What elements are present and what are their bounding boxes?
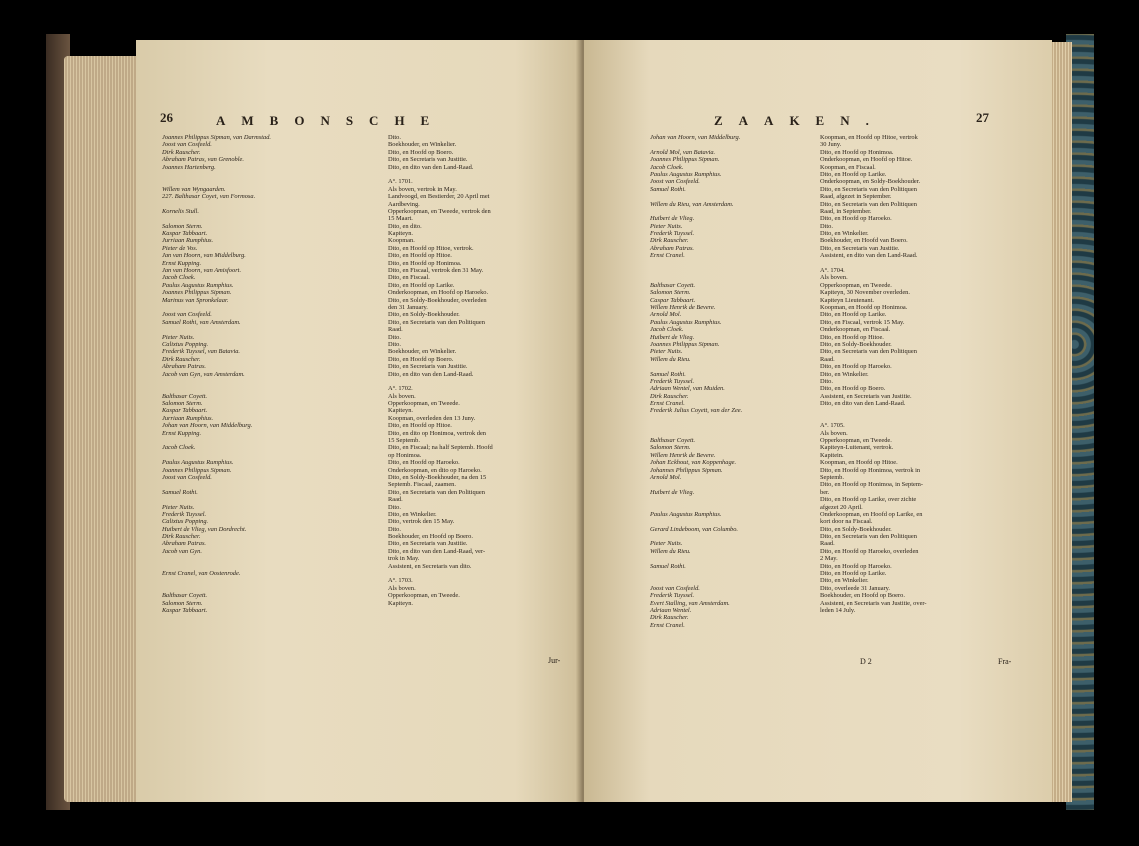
left-name-line: Huibert de Vlieg, van Dordrecht.: [162, 525, 247, 533]
right-name-line: [650, 422, 742, 429]
right-name-line: Dirk Rauscher.: [650, 237, 689, 245]
left-role-line: den 31 January.: [388, 303, 428, 311]
left-role-line: Opperkoopman, en Tweede.: [388, 400, 460, 408]
right-role-line: Dito, en Winkelier.: [820, 577, 869, 585]
left-name-line: Dirk Rauscher.: [162, 533, 201, 541]
right-name-line: Joannes Philippus Sipman.: [650, 156, 720, 164]
right-name-line: Caspar Tabbaart.: [650, 296, 696, 304]
left-role-line: Dito, en Secretaris van Justitie.: [388, 363, 468, 371]
right-name-line: Dirk Rauscher.: [650, 614, 689, 622]
left-page-number: 26: [160, 110, 173, 125]
right-role-line: Dito, en Winkelier.: [820, 370, 869, 378]
right-role-line: [820, 415, 927, 422]
right-name-line: [650, 208, 742, 215]
right-name-line: Ernst Cranel.: [650, 621, 685, 629]
right-name-line: Samuel Rothi.: [650, 185, 686, 193]
left-name-line: Jan van Hoorn, van Amisfoort.: [162, 267, 242, 275]
left-page: [136, 40, 582, 802]
right-name-line: [650, 430, 742, 437]
left-name-line: [162, 304, 271, 311]
right-name-line: [650, 415, 742, 422]
right-name-line: Joannes Philippus Sipman.: [650, 340, 720, 348]
left-role-line: Dito.: [388, 340, 401, 348]
left-role-line: Dito, en Hoofd op Larike.: [388, 281, 455, 289]
left-name-line: [162, 437, 271, 444]
left-name-line: [162, 171, 271, 178]
left-name-line: Calixtus Popping.: [162, 340, 209, 348]
left-role-line: Dito, en Winkelier.: [388, 510, 437, 518]
left-role-line: Dito, en dito van den Land-Raad.: [388, 163, 474, 171]
left-name-line: [162, 563, 271, 570]
left-name-line: Jurriaan Rumphius.: [162, 414, 214, 422]
right-name-line: Paulus Augustus Rumphius.: [650, 510, 722, 518]
right-page: [584, 40, 1052, 802]
right-role-line: Dito, overleede 31 January.: [820, 584, 891, 592]
right-role-line: Dito, en Secretaris van den Politiquen: [820, 200, 917, 208]
left-name-line: Ernst Kupping.: [162, 259, 202, 267]
right-role-line: A°. 1705.: [820, 422, 845, 430]
right-page-header: ZAAKEN.: [714, 113, 885, 128]
right-role-line: Boekhouder, en Hoofd op Boero.: [820, 592, 905, 600]
left-role-line: Dito, en Hoofd op Hitoe, vertrok.: [388, 244, 474, 252]
left-role-line: Dito, en Hoofd op Haroeko.: [388, 459, 460, 467]
right-name-line: Willem du Rieu.: [650, 547, 691, 555]
left-role-line: Dito, en Secretaris van Justitie.: [388, 540, 468, 548]
left-role-line: Dito, en Secretaris van Justitie.: [388, 156, 468, 164]
left-role-line: A°. 1702.: [388, 385, 413, 393]
left-role-line: A°. 1703.: [388, 577, 413, 585]
right-role-line: Als boven.: [820, 429, 848, 437]
right-role-line: Raad, in September.: [820, 207, 872, 215]
left-name-line: Balthasar Coyett.: [162, 592, 208, 600]
left-name-line: Calixtus Popping.: [162, 518, 209, 526]
right-name-line: Pieter Nuits.: [650, 348, 683, 356]
left-name-line: Dirk Rauscher.: [162, 355, 201, 363]
right-role-line: Opperkoopman, en Tweede.: [820, 437, 892, 445]
left-name-line: Jacob Cloek.: [162, 274, 196, 282]
right-role-line: Dito, en Hoofd op Honimoa, vertrok in: [820, 466, 921, 474]
right-name-line: Willem Henrik de Bevere.: [650, 303, 716, 311]
left-name-line: Joannes Hartenberg.: [162, 163, 216, 171]
left-role-line: Septemb. Fiscaal, zaamen.: [388, 481, 456, 489]
left-names-column: [162, 134, 271, 614]
right-role-line: Dito, en Fiscaal, vertrok 15 May.: [820, 318, 905, 326]
left-name-line: Joost van Cosfeeld.: [162, 311, 212, 319]
left-role-line: Dito, en Secretaris van den Politiquen: [388, 318, 485, 326]
left-name-line: Abraham Patras.: [162, 540, 207, 548]
right-name-line: [650, 260, 742, 267]
left-role-line: Onderkoopman, en Hoofd op Haroeko.: [388, 289, 489, 297]
right-page-edges: [1050, 42, 1072, 802]
left-name-line: Salomon Sterm.: [162, 222, 203, 230]
right-name-line: Arnold Mol.: [650, 311, 682, 319]
right-role-line: Opperkoopman, en Tweede.: [820, 281, 892, 289]
left-role-line: [388, 171, 493, 178]
right-role-line: Dito, en Hoofd op Larike.: [820, 170, 887, 178]
left-role-line: Raad.: [388, 326, 403, 334]
left-name-line: Abraham Patras, van Grenoble.: [162, 156, 244, 164]
left-name-line: Pieter Nuits.: [162, 503, 195, 511]
right-name-line: [650, 570, 742, 577]
right-name-line: Frederik Julius Coyett, van der Zee.: [650, 407, 743, 415]
left-role-line: Assistent, en Secretaris van dito.: [388, 562, 472, 570]
left-role-line: Als boven, vertrok in May.: [388, 185, 457, 193]
left-role-line: Opperkoopman, en Tweede, vertrok den: [388, 207, 491, 215]
right-role-line: Koopman, en Hoofd op Hitoe.: [820, 459, 898, 467]
right-role-line: ber.: [820, 488, 830, 496]
left-role-line: Dito, en Hoofd op Hitoe.: [388, 252, 452, 260]
right-name-line: Salomon Sterm.: [650, 289, 691, 297]
left-name-line: [162, 481, 271, 488]
right-role-line: Kapiteyn Lieutenant.: [820, 296, 874, 304]
left-name-line: Dirk Rauscher.: [162, 148, 201, 156]
right-role-line: leden 14 July.: [820, 607, 856, 614]
signature-mark: D 2: [860, 657, 872, 666]
left-name-line: [162, 585, 271, 592]
left-role-line: 15 Maart.: [388, 215, 413, 223]
right-role-line: Dito.: [820, 222, 833, 230]
right-name-line: [650, 193, 742, 200]
left-role-line: Dito.: [388, 525, 401, 533]
left-role-line: Dito, en Hoofd op Boero.: [388, 355, 454, 363]
left-roles-column: [388, 134, 493, 607]
left-role-line: Dito, en Fiscaal, vertrok den 31 May.: [388, 267, 484, 275]
left-name-line: [162, 378, 271, 385]
right-role-line: Onderkoopman, en Soldy-Boekhouder.: [820, 178, 921, 186]
left-role-line: Dito, en Hoofd op Hitoe.: [388, 422, 452, 430]
right-name-line: Frederik Tuyssel.: [650, 377, 695, 385]
left-name-line: 227. Balthasar Coyet, van Formosa.: [162, 193, 256, 201]
left-name-line: Balthasar Coyett.: [162, 392, 208, 400]
left-name-line: Willem van Wyngaarden.: [162, 185, 226, 193]
left-name-line: Frederik Tuyssel, van Batavia.: [162, 348, 241, 356]
left-name-line: Jacob Cloek.: [162, 444, 196, 452]
right-role-line: Als boven.: [820, 274, 848, 282]
left-name-line: Paulus Augustus Rumphius.: [162, 281, 234, 289]
right-name-line: Paulus Augustus Rumphius.: [650, 318, 722, 326]
right-name-line: Dirk Rauscher.: [650, 392, 689, 400]
left-catchword: Jur-: [548, 656, 561, 665]
right-name-line: Jacob Cloek.: [650, 163, 684, 171]
right-role-line: [820, 407, 927, 414]
right-role-line: Kapiteyn-Luitenant, vertrok.: [820, 444, 894, 452]
right-name-line: Ernst Cranel.: [650, 400, 685, 408]
right-name-line: Samuel Rothi.: [650, 562, 686, 570]
left-role-line: Koopman, overleden den 13 Juny.: [388, 414, 476, 422]
right-name-line: Huibert de Vlieg.: [650, 333, 695, 341]
right-name-line: Pieter Nuits.: [650, 222, 683, 230]
right-catchword: Fra-: [998, 657, 1012, 666]
right-role-line: afgezet 20 April.: [820, 503, 863, 511]
right-name-line: Joost van Cosfeeld.: [650, 584, 700, 592]
left-role-line: Als boven.: [388, 392, 416, 400]
left-role-line: Dito, en Secretaris van den Politiquen: [388, 488, 485, 496]
right-name-line: [650, 496, 742, 503]
left-name-line: Pieter de Vos.: [162, 244, 198, 252]
right-names-column: [650, 134, 742, 629]
right-role-line: Dito, en Hoofd op Haroeko.: [820, 215, 892, 223]
right-role-line: Dito, en Secretaris van Justitie.: [820, 244, 900, 252]
right-name-line: Gerard Lindeboom, van Columbo.: [650, 525, 738, 533]
right-name-line: [650, 481, 742, 488]
right-role-line: Assistent, en Secretaris van Justitie.: [820, 392, 912, 400]
right-name-line: Johan van Hoorn, van Middelburg.: [650, 134, 741, 141]
right-role-line: Dito, en Hoofd op Haroeko.: [820, 363, 892, 371]
left-role-line: [388, 570, 493, 577]
left-name-line: Joannes Philippus Sipman.: [162, 466, 232, 474]
left-page-edges: [64, 56, 138, 802]
left-name-line: Kornelis Stull.: [162, 207, 199, 215]
left-role-line: Dito, en dito van den Land-Raad.: [388, 370, 474, 378]
left-name-line: Joost van Cosfeeld.: [162, 141, 212, 149]
left-role-line: Dito.: [388, 333, 401, 341]
left-name-line: Abraham Patras.: [162, 363, 207, 371]
left-name-line: Kaspar Tabbaart.: [162, 607, 208, 614]
left-name-line: Joannes Philippus Sipman.: [162, 289, 232, 297]
right-name-line: Johan Eckhout, van Koppenhage.: [650, 459, 737, 467]
right-name-line: Balthasar Coyett.: [650, 281, 696, 289]
left-role-line: op Honimoa.: [388, 451, 422, 459]
left-name-line: Samuel Rothi.: [162, 488, 198, 496]
left-name-line: [162, 577, 271, 584]
left-name-line: Samuel Rothi, van Amsterdam.: [162, 318, 241, 326]
left-role-line: Aardbeving.: [388, 200, 420, 208]
right-role-line: Dito, en Winkelier.: [820, 230, 869, 238]
right-role-line: Dito, en Hoofd op Larike.: [820, 570, 887, 578]
left-role-line: Dito, en dito van den Land-Raad, ver-: [388, 547, 486, 555]
right-name-line: Frederik Tuyssel.: [650, 230, 695, 238]
right-name-line: Arnold Mol, van Batavia.: [650, 148, 716, 156]
right-role-line: Dito, en Hoofd op Honimoa.: [820, 148, 894, 156]
right-name-line: Huibert de Vlieg.: [650, 488, 695, 496]
right-name-line: Adriaan Wentel.: [650, 607, 692, 614]
left-name-line: Ernst Kupping.: [162, 429, 202, 437]
right-name-line: [650, 363, 742, 370]
left-page-header: AMBONSCHE: [216, 113, 446, 128]
right-role-line: Raad, afgezet in September.: [820, 193, 892, 201]
right-name-line: Abraham Patras.: [650, 244, 695, 252]
left-name-line: Frederik Tuyssel.: [162, 510, 207, 518]
left-name-line: [162, 215, 271, 222]
right-role-line: Kapitein.: [820, 451, 844, 459]
right-role-line: Dito, en Secretaris van den Politiquen: [820, 533, 917, 541]
right-name-line: Willem du Rieu, van Amsterdam.: [650, 200, 734, 208]
right-role-line: Dito, en Hoofd op Larike.: [820, 311, 887, 319]
left-name-line: Kaspar Tabbaart.: [162, 407, 208, 415]
right-name-line: Joost van Cosfeeld.: [650, 178, 700, 186]
left-role-line: trok in May.: [388, 555, 420, 563]
left-role-line: 15 Septemb.: [388, 437, 420, 445]
left-name-line: [162, 452, 271, 459]
left-role-line: Dito, en dito op Honimoa, vertrok den: [388, 429, 486, 437]
right-role-line: 30 Juny.: [820, 141, 842, 149]
left-role-line: Dito, en dito.: [388, 222, 422, 230]
left-role-line: Boekhouder, en Winkelier.: [388, 141, 457, 149]
left-role-line: Dito, en Fiscaal.: [388, 274, 430, 282]
left-role-line: Onderkoopman, en dito op Haroeko.: [388, 466, 482, 474]
left-role-line: Kapiteyn.: [388, 599, 414, 607]
left-role-line: Koopman.: [388, 237, 415, 245]
right-name-line: Samuel Rothi.: [650, 370, 686, 378]
left-role-line: Als boven.: [388, 584, 416, 592]
left-name-line: [162, 201, 271, 208]
left-role-line: Dito, vertrok den 15 May.: [388, 518, 455, 526]
left-name-line: [162, 555, 271, 562]
right-role-line: Onderkoopman, en Hoofd op Hitoe.: [820, 156, 913, 164]
left-role-line: Dito, en Soldy-Boekhouder, overleden: [388, 296, 487, 304]
left-role-line: Dito, en Soldy-Boekhouder, na den 15: [388, 473, 487, 481]
left-name-line: Johan van Hoorn, van Middelburg.: [162, 422, 253, 430]
left-name-line: Salomon Sterm.: [162, 400, 203, 408]
right-role-line: Kapiteyn, 30 November overleden.: [820, 289, 910, 297]
right-name-line: Willem Henrik de Bevere.: [650, 451, 716, 459]
right-role-line: Raad.: [820, 540, 835, 548]
right-role-line: Dito, en Hoofd op Haroeko, overleden: [820, 547, 919, 555]
right-name-line: [650, 274, 742, 281]
left-role-line: Dito, en Hoofd op Honimoa.: [388, 259, 462, 267]
right-name-line: [650, 555, 742, 562]
right-role-line: A°. 1704.: [820, 267, 845, 275]
left-role-line: Kapiteyn.: [388, 230, 414, 238]
right-role-line: kort door na Fiscaal.: [820, 518, 873, 526]
right-role-line: Dito, en Hoofd op Honimoa, in Septem-: [820, 481, 923, 489]
right-role-line: [820, 260, 927, 267]
right-role-line: Dito, en Hoofd op Haroeko.: [820, 562, 892, 570]
right-role-line: Dito.: [820, 377, 833, 385]
left-name-line: Marinus van Spronkelaar.: [162, 296, 229, 304]
right-name-line: [650, 518, 742, 525]
right-role-line: Koopman, en Hoofd op Hitoe, vertrok: [820, 134, 918, 141]
left-name-line: Jurriaan Rumphius.: [162, 237, 214, 245]
right-role-line: Septemb.: [820, 473, 844, 481]
right-name-line: [650, 267, 742, 274]
left-role-line: Kapiteyn.: [388, 407, 414, 415]
right-role-line: Assistent, en dito van den Land-Raad.: [820, 252, 918, 260]
right-role-line: Onderkoopman, en Fiscaal.: [820, 326, 891, 334]
right-name-line: Adriaan Wentel, van Muiden.: [650, 385, 725, 393]
right-role-line: Dito, en Secretaris van den Politiquen: [820, 185, 917, 193]
right-role-line: Koopman, en Hoofd op Honimoa.: [820, 303, 908, 311]
left-role-line: Raad.: [388, 496, 403, 504]
right-name-line: [650, 504, 742, 511]
right-name-line: Frederik Tuyssel.: [650, 592, 695, 600]
right-roles-column: [820, 134, 927, 614]
left-name-line: Joannes Philippus Sipman, van Darmstad.: [162, 134, 271, 141]
right-name-line: Paulus Augustus Rumphius.: [650, 170, 722, 178]
right-name-line: Ernst Cranel.: [650, 252, 685, 260]
left-name-line: [162, 326, 271, 333]
left-role-line: Boekhouder, en Hoofd op Boero.: [388, 533, 473, 541]
right-role-line: Koopman, en Fiscaal.: [820, 163, 876, 171]
left-role-line: Dito, en Fiscaal; na half Septemb. Hoofd: [388, 444, 493, 452]
left-role-line: Opperkoopman, en Tweede.: [388, 592, 460, 600]
right-name-line: Pieter Nuits.: [650, 540, 683, 548]
right-role-line: Dito, en Soldy-Boekhouder.: [820, 525, 892, 533]
left-name-line: Jan van Hoorn, van Middelburg.: [162, 252, 246, 260]
right-role-line: Assistent, en Secretaris van Justitie, over-: [820, 599, 927, 607]
right-role-line: 2 May.: [820, 555, 838, 563]
right-name-line: Evert Stalling, van Amsterdam.: [650, 599, 730, 607]
left-name-line: [162, 496, 271, 503]
right-page-number: 27: [976, 110, 989, 125]
left-name-line: Paulus Augustus Rumphius.: [162, 459, 234, 467]
left-role-line: Dito, en Hoofd op Boero.: [388, 148, 454, 156]
right-name-line: Willem du Rieu.: [650, 355, 691, 363]
right-role-line: Dito, en Soldy-Boekhouder.: [820, 340, 892, 348]
right-role-line: Raad.: [820, 355, 835, 363]
right-name-line: [650, 577, 742, 584]
right-role-line: Onderkoopman, en Hoofd op Larike, en: [820, 510, 923, 518]
right-name-line: Arnold Mol.: [650, 473, 682, 481]
left-role-line: A°. 1701.: [388, 178, 413, 186]
right-role-line: Dito, en Hoofd op Larike, over zichte: [820, 496, 917, 504]
left-role-line: Dito.: [388, 503, 401, 511]
left-name-line: Kaspar Tabbaart.: [162, 230, 208, 238]
left-name-line: Pieter Nuits.: [162, 333, 195, 341]
right-name-line: Balthasar Coyett.: [650, 437, 696, 445]
left-name-line: Jacob van Gyn.: [162, 547, 202, 555]
open-book: [46, 34, 1094, 810]
right-name-line: Jacob Cloek.: [650, 326, 684, 334]
right-name-line: [650, 533, 742, 540]
left-role-line: Boekhouder, en Winkelier.: [388, 348, 457, 356]
left-role-line: [388, 378, 493, 385]
left-name-line: Jacob van Gyn, van Amsterdam.: [162, 370, 245, 378]
right-name-line: [650, 141, 742, 148]
left-role-line: Landvoogd, en Bestierder, 20 April met: [388, 193, 490, 201]
right-role-line: Dito, en Hoofd op Boero.: [820, 385, 886, 393]
left-name-line: Joost van Cosfeeld.: [162, 473, 212, 481]
right-name-line: Salomon Sterm.: [650, 444, 691, 452]
right-role-line: Boekhouder, en Hoofd van Boero.: [820, 237, 908, 245]
right-role-line: Dito, en dito van den Land-Raad.: [820, 400, 906, 408]
left-name-line: [162, 178, 271, 185]
left-name-line: [162, 385, 271, 392]
right-name-line: Johannes Philippus Sipman.: [650, 466, 723, 474]
left-name-line: Salomon Sterm.: [162, 599, 203, 607]
right-name-line: Huibert de Vlieg.: [650, 215, 695, 223]
left-name-line: Ernst Cranel, van Oostenrode.: [162, 570, 241, 578]
right-role-line: Dito, en Secretaris van den Politiquen: [820, 348, 917, 356]
left-role-line: Dito.: [388, 134, 401, 141]
left-role-line: Dito, en Soldy-Boekhouder.: [388, 311, 460, 319]
right-role-line: Dito, en Hoofd op Hitoe.: [820, 333, 884, 341]
